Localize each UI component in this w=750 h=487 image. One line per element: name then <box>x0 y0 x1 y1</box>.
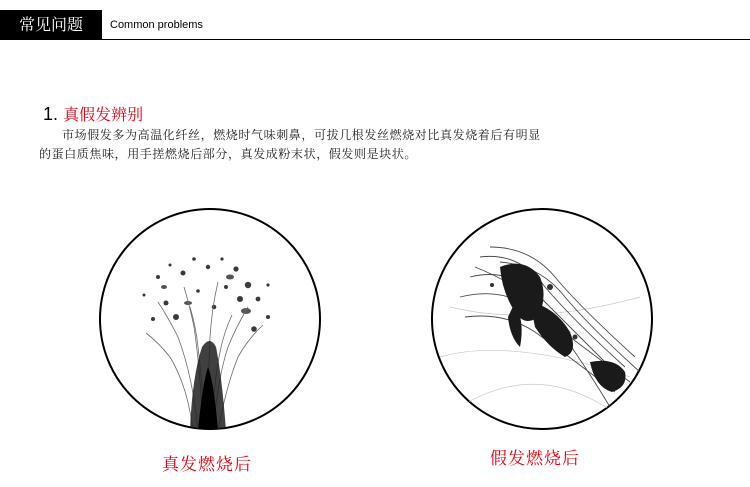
paragraph-line-2: 的蛋白质焦味，用手搓燃烧后部分，真发成粉末状，假发则是块状。 <box>39 147 418 161</box>
real-hair-caption: 真发燃烧后 <box>162 455 252 475</box>
header-subtitle: Common problems <box>110 19 203 31</box>
section-paragraph <box>39 126 699 164</box>
header-bar <box>0 0 750 40</box>
paragraph-line-1: 市场假发多为高温化纤丝，燃烧时气味刺鼻，可拔几根发丝燃烧对比真发烧着后有明显 <box>62 128 541 142</box>
section-title-text: 真假发辨别 <box>63 105 144 124</box>
header-tag: 常见问题 <box>0 10 102 40</box>
section-number: 1. <box>43 104 59 124</box>
header-divider <box>0 39 750 40</box>
real-hair-burned-image <box>98 207 322 431</box>
fake-hair-caption: 假发燃烧后 <box>490 449 580 469</box>
section-title <box>43 102 143 125</box>
fake-hair-burned-image <box>430 207 654 431</box>
